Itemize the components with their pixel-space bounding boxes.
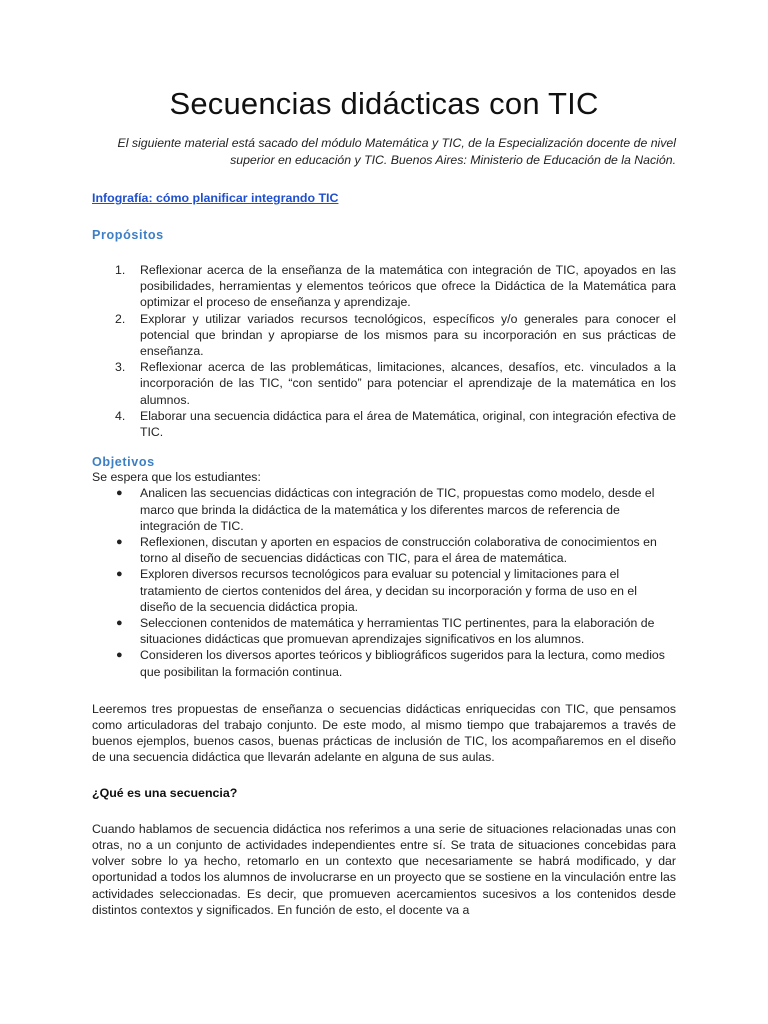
list-item-text: Reflexionar acerca de la enseñanza de la matemática con integración de TIC, apoyados en las posibilidades, herramientas y elementos teóricos que ofrece la Didáctica de la Matemática para optimizar el proceso de enseñanza y aprendizaje. [140, 263, 676, 310]
list-item-text: Reflexionen, discutan y aporten en espacios de construcción colaborativa de conocimientos en torno al diseño de secuencias didácticas con TIC, para el área de matemática. [140, 535, 657, 566]
body-paragraph-2: Cuando hablamos de secuencia didáctica nos referimos a una serie de situaciones relacionadas unas con otras, no a un conjunto de actividades independientes entre sí. Se trata de situaciones concebidas para volver sobre lo ya hecho, retomarlo en un contexto que necesariamente se habrá modificado, y dar oportunidad a todos los alumnos de involucrarse en un proyecto que se sostiene en la vinculación entre las actividades seleccionadas. Es decir, que promueven acercamientos sucesivos a los contenidos desde distintos contextos y significados. En función de esto, el docente va a [92, 821, 676, 917]
list-item [92, 647, 676, 679]
list-item [92, 485, 676, 534]
list-item [92, 408, 676, 440]
bullet-icon: ● [116, 487, 123, 500]
list-item-text: Elaborar una secuencia didáctica para el área de Matemática, original, con integración efectiva de TIC. [140, 408, 676, 440]
list-item-text: Seleccionen contenidos de matemática y herramientas TIC pertinentes, para la elaboración de situaciones didácticas que promuevan aprendizajes significativos en los alumnos. [140, 616, 655, 647]
list-item-text: Exploren diversos recursos tecnológicos para evaluar su potencial y limitaciones para el tratamiento de ciertos contenidos del área, y decidan su incorporación y forma de uso en el diseño de la secuencia didáctica propia. [140, 567, 637, 614]
list-item [92, 615, 676, 647]
list-number: 2. [115, 311, 126, 326]
list-item-text: Reflexionar acerca de las problemáticas, limitaciones, alcances, desafíos, etc. vinculados a la incorporación de las TIC, “con sentido” para potenciar el aprendizaje de la matemática en los alumnos. [140, 360, 676, 407]
list-item-text: Consideren los diversos aportes teóricos y bibliográficos sugeridos para la lectura, como medios que posibilitan la formación continua. [140, 648, 665, 679]
bullet-icon: ● [116, 536, 123, 549]
bullet-icon: ● [116, 568, 123, 581]
list-number: 1. [115, 263, 126, 277]
list-item [92, 262, 676, 311]
list-item-text: Analicen las secuencias didácticas con integración de TIC, propuestas como modelo, desde el marco que brinda la didáctica de la matemática y los diferentes marcos de referencia de integración de TIC. [140, 486, 655, 533]
section-heading-secuencia: ¿Qué es una secuencia? [92, 785, 238, 800]
propositos-list [92, 262, 676, 440]
objetivos-lead: Se espera que los estudiantes: [92, 470, 261, 485]
list-item [92, 359, 676, 408]
body-paragraph-1: Leeremos tres propuestas de enseñanza o secuencias didácticas enriquecidas con TIC, que pensamos como articuladoras del trabajo conjunto. De este modo, al mismo tiempo que trabajaremos a través de buenos ejemplos, buenos casos, buenas prácticas de inclusión de TIC, los acompañaremos en el diseño de una secuencia didáctica que llevarán adelante en alguna de sus aulas. [92, 701, 676, 765]
propositos-heading: Propósitos [92, 228, 164, 242]
objetivos-list [92, 485, 676, 679]
objetivos-heading: Objetivos [92, 455, 155, 470]
list-item [92, 534, 676, 566]
list-number: 4. [115, 408, 126, 423]
list-item [92, 566, 676, 615]
bullet-icon: ● [116, 617, 123, 630]
intro-note: El siguiente material está sacado del módulo Matemática y TIC, de la Especialización docente de nivel superior en educación y TIC. Buenos Aires: Ministerio de Educación de la Nación. [117, 136, 676, 167]
infographic-link[interactable]: Infografía: cómo planificar integrando TIC [92, 191, 339, 205]
bullet-icon: ● [116, 649, 123, 662]
page-title: Secuencias didácticas con TIC [169, 86, 599, 121]
list-item-text: Explorar y utilizar variados recursos tecnológicos, específicos y/o generales para conocer el potencial que brindan y apropiarse de los mismos para su incorporación en sus prácticas de enseñanza. [140, 311, 676, 359]
list-number: 3. [115, 360, 126, 375]
list-item [92, 311, 676, 360]
